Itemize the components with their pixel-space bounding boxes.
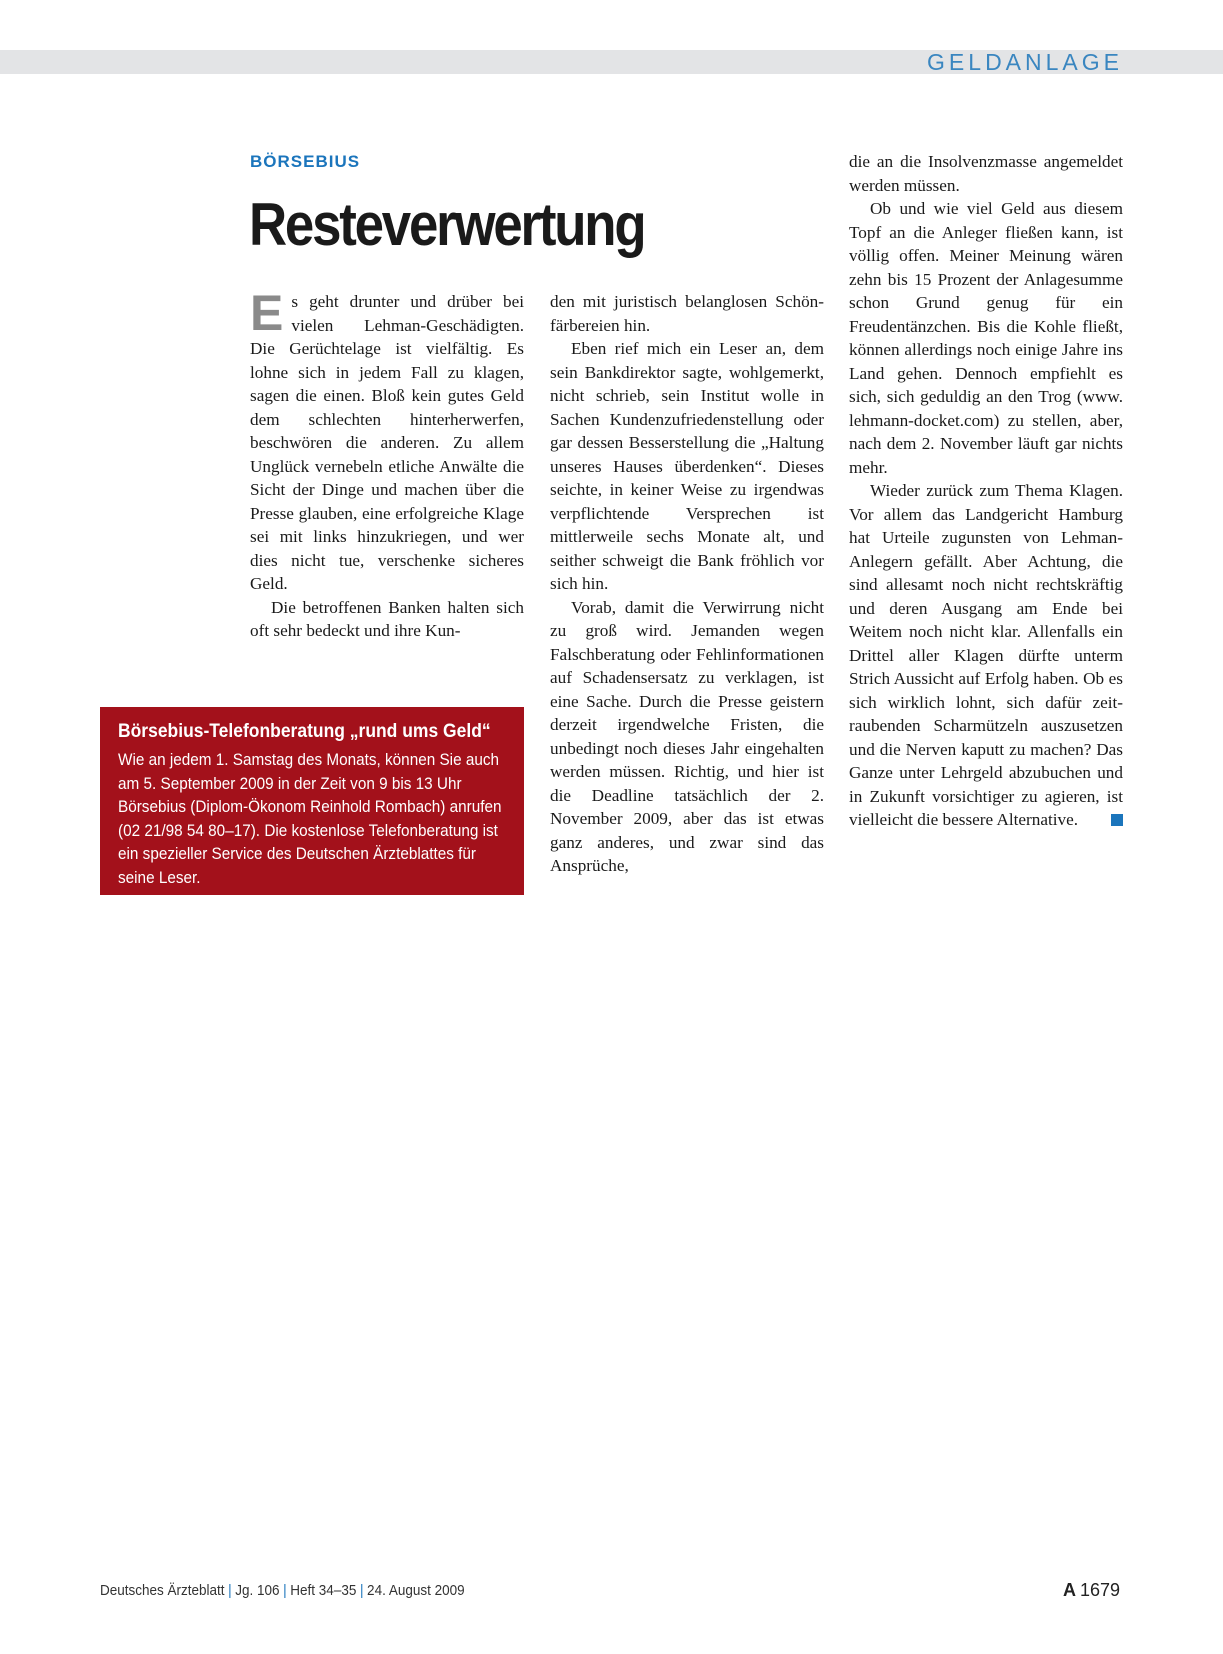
paragraph: Eben rief mich ein Leser an, dem sein Bankdirektor sagte, wohlgemerkt, nicht schrieb, sein Institut wolle in Sachen Kundenzufriedenstellung oder gar dessen Besserstellung die „Haltung unseres Hauses überdenken“. Dieses seichte, in keiner Weise zu irgendwas verpflichtende Versprechen ist mittlerweile sechs Monate alt, und seither schweigt die Bank fröhlich vor sich hin. [550,339,824,593]
info-box-title: Börsebius-Telefonberatung „rund ums Geld“ [118,721,491,742]
paragraph [250,285,524,596]
drop-cap: E [250,285,284,341]
issue-date: 24. August 2009 [367,1582,465,1599]
journal-name: Deutsches Ärzteblatt [100,1582,225,1599]
article-title: Resteverwertung [249,191,645,258]
page-number [1063,1580,1120,1601]
info-box-body: Wie an jedem 1. Samstag des Monats, können Sie auch am 5. September 2009 in der Zeit von 9 bis 13 Uhr Börsebius (Diplom-Ökonom Reinhold Rombach) anrufen (02 21/98 54 80–17). Die kostenlose Telefonberatung ist ein spezieller Service des Deutschen Ärzteblattes für seine Leser. [118,750,502,887]
info-box [100,707,524,895]
paragraph-text: s geht drunter und drüber bei vielen Lehman-Geschädigten. Die Gerüchtelage ist vielfältig. Es lohne sich in jedem Fall zu klagen, sagen die einen. Bloß kein gutes Geld dem schlechten hinterherwerfen, beschwören die anderen. Zu allem Unglück vernebeln etliche Anwälte die Sicht der Dinge und machen über die Presse glauben, eine erfolgreiche Klage sei mit links hinzukriegen, und wer dies nicht tue, verschenke sicheres Geld. [250,292,524,593]
end-of-article-mark [1111,814,1123,826]
section-label: GELDANLAGE [927,49,1123,75]
journal-issue: Heft 34–35 [290,1582,357,1599]
separator: | [228,1582,232,1599]
paragraph: Vorab, damit die Verwirrung nicht zu groß wird. Jemanden wegen Falschberatung oder Fehlinformationen auf Schadensersatz zu verklagen, ist eine Sache. Durch die Presse geistern derzeit irgendwelche Fristen, die unbedingt noch dieses Jahr eingehalten werden müssen. Richtig, und hier ist die Deadline tatsächlich der 2. November 2009, aber das ist etwas ganz anderes, und zwar sind das Ansprüche, [550,597,824,875]
text-column-2 [550,290,824,878]
paragraph: Die betroffenen Banken halten sich oft sehr bedeckt und ihre Kun- [250,597,524,640]
page-number-value: 1679 [1079,1580,1120,1600]
page-prefix: A [1062,1580,1076,1600]
paragraph-text: Wieder zurück zum Thema Klagen. Vor allem das Landgericht Hamburg hat Urteile zugunsten von Lehman-Anlegern gefällt. Aber Achtung, die sind allesamt noch nicht rechtskräftig und deren Ausgang am Ende bei Weitem noch nicht klar. Allenfalls ein Drittel aller Klagen dürfte unterm Strich Aussicht auf Erfolg haben. Ob es sich wirklich lohnt, sich dafür zeitraubenden Scharmützeln auszusetzen und die Nerven kaputt zu machen? Das Ganze unter Lehrgeld abzubuchen und in Zukunft vorsichtiger zu agieren, ist vielleicht die bessere Alternative. [849,481,1123,829]
article-kicker: BÖRSEBIUS [250,152,361,171]
paragraph: den mit juristisch belanglosen Schönfärbereien hin. [550,292,824,335]
paragraph [849,479,1123,832]
separator: | [359,1582,364,1599]
paragraph: die an die Insolvenzmasse angemeldet werden müssen. [849,152,1123,195]
paragraph: Ob und wie viel Geld aus diesem Topf an die Anleger fließen kann, ist völlig offen. Meiner Meinung wären zehn bis 15 Prozent der Anlagesumme schon Grund genug für ein Freudentänzchen. Bis die Kohle fließt, können allerdings noch einige Jahre ins Land gehen. Dennoch empfiehlt es sich, sich geduldig an den Trog (www. lehmann-docket.com) zu stellen, aber, nach dem 2. November läuft gar nichts mehr. [849,199,1123,477]
text-column-1 [250,285,524,643]
separator: | [283,1582,287,1599]
footer-citation [100,1582,465,1599]
journal-volume: Jg. 106 [235,1582,280,1599]
text-column-3 [849,150,1123,832]
